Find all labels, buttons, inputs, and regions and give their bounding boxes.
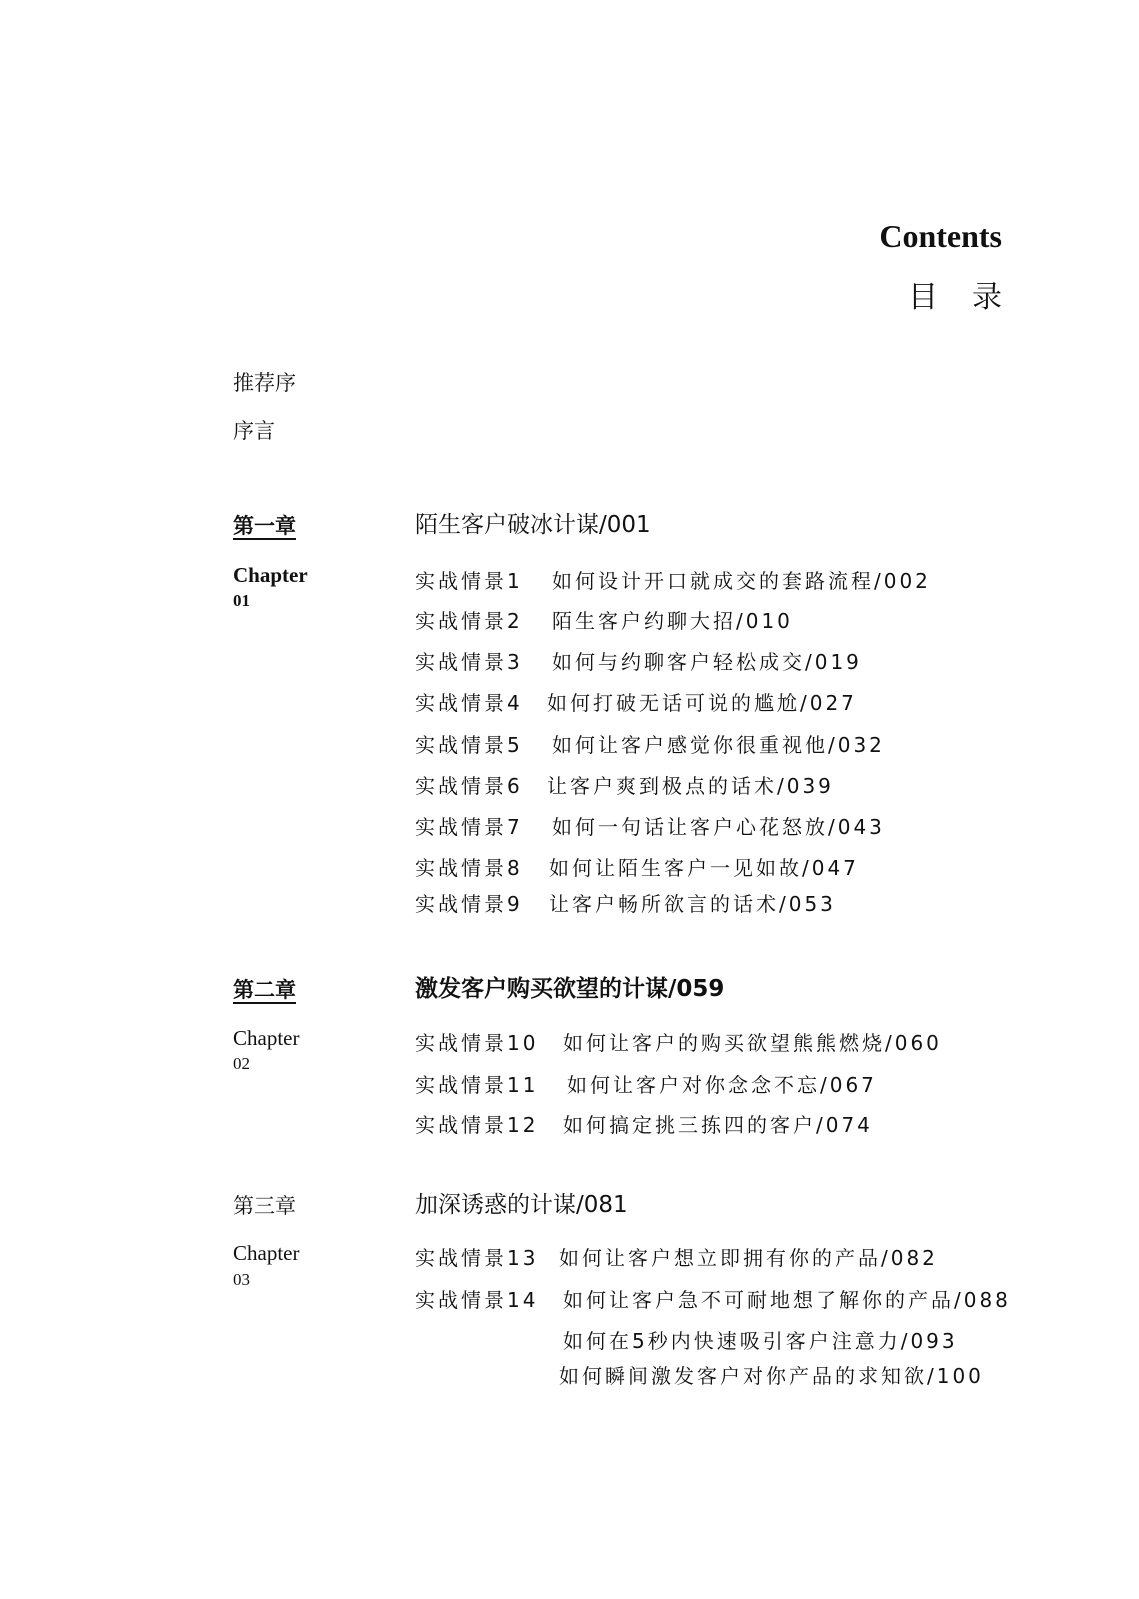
entry-title: 如何让客户对你念念不忘/067 bbox=[567, 1073, 877, 1097]
contents-title: Contents bbox=[879, 218, 1002, 254]
toc-entry bbox=[415, 1112, 873, 1138]
scene-label: 实战情景14 bbox=[415, 1288, 539, 1312]
entry-title: 陌生客户约聊大招/010 bbox=[552, 609, 793, 633]
scene-label: 实战情景5 bbox=[415, 733, 523, 757]
scene-label: 实战情景10 bbox=[415, 1031, 539, 1055]
scene-label: 实战情景13 bbox=[415, 1246, 539, 1270]
toc-entry bbox=[415, 1328, 958, 1354]
scene-label: 实战情景7 bbox=[415, 815, 523, 839]
entry-title: 让客户畅所欲言的话术/053 bbox=[549, 892, 836, 916]
toc-entry bbox=[415, 1245, 938, 1271]
chapter-1-label: 第一章 bbox=[233, 514, 296, 538]
toc-entry bbox=[415, 608, 793, 634]
toc-entry bbox=[415, 649, 862, 675]
chapter-2-number: 02 bbox=[233, 1054, 250, 1073]
chapter-3-label: 第三章 bbox=[233, 1194, 296, 1218]
scene-label: 实战情景9 bbox=[415, 892, 523, 916]
entry-title: 如何让客户的购买欲望熊熊燃烧/060 bbox=[563, 1031, 942, 1055]
toc-entry bbox=[415, 1030, 942, 1056]
entry-title: 如何与约聊客户轻松成交/019 bbox=[552, 650, 862, 674]
entry-title: 如何让客户感觉你很重视他/032 bbox=[552, 733, 885, 757]
chapter-3-title: 加深诱惑的计谋/081 bbox=[415, 1192, 628, 1218]
scene-label: 实战情景6 bbox=[415, 774, 523, 798]
scene-label: 实战情景2 bbox=[415, 609, 523, 633]
entry-title: 如何让客户想立即拥有你的产品/082 bbox=[559, 1246, 938, 1270]
toc-entry bbox=[415, 732, 885, 758]
entry-title: 如何一句话让客户心花怒放/043 bbox=[552, 815, 885, 839]
entry-title: 如何搞定挑三拣四的客户/074 bbox=[563, 1113, 873, 1137]
toc-entry bbox=[415, 1072, 877, 1098]
entry-title: 如何在5秒内快速吸引客户注意力/093 bbox=[563, 1329, 958, 1353]
chapter-2-title: 激发客户购买欲望的计谋/059 bbox=[415, 976, 725, 1002]
scene-label: 实战情景4 bbox=[415, 691, 523, 715]
toc-entry bbox=[415, 568, 931, 594]
toc-entry bbox=[415, 1363, 984, 1389]
scene-label: 实战情景8 bbox=[415, 856, 523, 880]
front-matter-foreword: 推荐序 bbox=[233, 371, 296, 395]
chapter-3-number: 03 bbox=[233, 1270, 250, 1289]
chapter-1-title: 陌生客户破冰计谋/001 bbox=[415, 512, 651, 538]
entry-title: 如何设计开口就成交的套路流程/002 bbox=[552, 569, 931, 593]
entry-title: 让客户爽到极点的话术/039 bbox=[547, 774, 834, 798]
chapter-2-en: Chapter bbox=[233, 1026, 300, 1050]
entry-title: 如何打破无话可说的尴尬/027 bbox=[547, 691, 857, 715]
entry-title: 如何让陌生客户一见如故/047 bbox=[549, 856, 859, 880]
scene-label: 实战情景3 bbox=[415, 650, 523, 674]
toc-entry bbox=[415, 773, 834, 799]
toc-entry bbox=[415, 690, 857, 716]
entry-title: 如何让客户急不可耐地想了解你的产品/088 bbox=[563, 1288, 1011, 1312]
chapter-3-en: Chapter bbox=[233, 1241, 300, 1265]
scene-label: 实战情景11 bbox=[415, 1073, 539, 1097]
toc-entry bbox=[415, 855, 859, 881]
chapter-1-en: Chapter bbox=[233, 563, 308, 587]
chapter-1-number: 01 bbox=[233, 591, 250, 610]
chapter-2-label: 第二章 bbox=[233, 978, 296, 1002]
toc-entry bbox=[415, 814, 885, 840]
toc-entry bbox=[415, 891, 836, 917]
toc-entry bbox=[415, 1287, 1011, 1313]
contents-title-cn: 目录 bbox=[908, 280, 1036, 315]
scene-label: 实战情景1 bbox=[415, 569, 523, 593]
front-matter-preface: 序言 bbox=[233, 419, 275, 443]
scene-label: 实战情景12 bbox=[415, 1113, 539, 1137]
entry-title: 如何瞬间激发客户对你产品的求知欲/100 bbox=[559, 1364, 984, 1388]
